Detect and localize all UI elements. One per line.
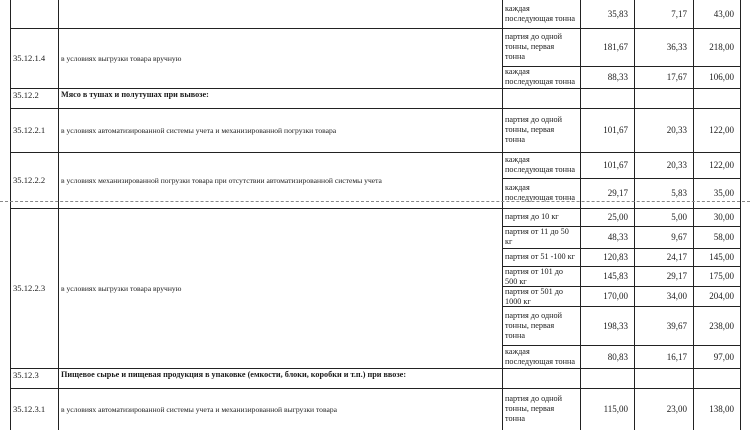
price-value: 101,67 [603,160,628,170]
price-value: 25,00 [607,212,628,222]
price-value: 80,83 [607,351,628,362]
scan-fold-line [0,201,750,202]
row-description: в условиях автоматизированной системы учета и механизированной выгрузки товара [61,405,338,414]
unit-label: партия до одной тонны, первая тонна [505,394,562,423]
price-value: 115,00 [603,404,628,414]
price-value: 198,33 [603,320,628,331]
grid-vline-left [10,0,11,430]
grid-hline [10,388,740,389]
section-heading: Пищевое сырье и пищевая продукция в упаковке (емкости, блоки, коробки и т.п.) при ввозе: [61,370,407,379]
price-value: 88,33 [607,72,628,82]
grid-vline-right [740,0,741,430]
vat-value: 17,67 [666,72,687,82]
unit-label: партия до 10 кг [505,212,559,221]
total-value: 58,00 [713,232,734,242]
price-value: 181,67 [603,42,628,52]
unit-label: каждая последующая тонна [505,4,576,23]
grid-hline [10,28,740,29]
vat-value: 23,00 [666,404,687,414]
unit-label: партия от 51 -100 кг [505,252,576,261]
price-value: 120,83 [603,252,628,262]
section-heading: Мясо в тушах и полутушах при вывозе: [61,90,209,99]
row-code: 35.12.3 [13,370,39,380]
grid-hline [10,152,740,153]
total-value: 106,00 [709,72,734,82]
unit-label: партия до одной тонны, первая тонна [505,310,562,340]
vat-value: 7,17 [671,9,687,19]
grid-hline [502,306,740,307]
price-value: 170,00 [603,291,628,301]
vat-value: 34,00 [666,291,687,301]
total-value: 145,00 [709,252,734,262]
total-value: 238,00 [709,320,734,331]
unit-label: каждая последующая тонна [505,67,576,86]
total-value: 138,00 [709,404,734,414]
row-code: 35.12.2.2 [13,175,46,185]
vat-value: 16,17 [666,351,687,362]
total-value: 35,00 [713,188,734,198]
unit-label: партия до одной тонны, первая тонна [505,115,562,144]
total-value: 30,00 [713,212,734,222]
total-value: 122,00 [709,125,734,135]
row-code: 35.12.2 [13,90,39,100]
row-description: в условиях автоматизированной системы учета и механизированной погрузки товара [61,126,337,135]
unit-label: каждая последующая тонна [505,183,576,202]
unit-label: партия от 101 до 500 кг [505,267,563,285]
grid-vline-c1 [58,0,59,430]
vat-value: 29,17 [666,271,687,281]
vat-value: 24,17 [666,252,687,262]
unit-label: партия до одной тонны, первая тонна [505,32,562,61]
grid-hline [502,248,740,249]
vat-value: 39,67 [666,320,687,331]
row-code: 35.12.3.1 [13,404,46,414]
grid-vline-c2 [502,0,503,430]
price-value: 35,83 [607,9,628,19]
row-code: 35.12.2.1 [13,125,46,135]
price-value: 145,83 [603,271,628,281]
total-value: 43,00 [713,9,734,19]
price-value: 48,33 [607,232,628,242]
grid-hline [10,88,740,89]
vat-value: 5,00 [671,212,687,222]
unit-label: каждая последующая тонна [505,346,576,366]
vat-value: 36,33 [666,42,687,52]
total-value: 122,00 [709,160,734,170]
total-value: 175,00 [709,271,734,281]
vat-value: 5,83 [671,188,687,198]
total-value: 204,00 [709,291,734,301]
vat-value: 20,33 [666,160,687,170]
unit-label: каждая последующая тонна [505,155,576,174]
price-value: 29,17 [607,188,628,198]
total-value: 97,00 [713,351,734,362]
price-value: 101,67 [603,125,628,135]
row-code: 35.12.1.4 [13,53,46,63]
row-description: в условиях механизированной погрузки товара при отсутствии автоматизированной системы учета [61,176,382,185]
grid-hline [10,208,740,209]
vat-value: 9,67 [671,232,687,242]
grid-hline [10,108,740,109]
unit-label: партия от 11 до 50 кг [505,227,569,246]
total-value: 218,00 [709,42,734,52]
row-code: 35.12.2.3 [13,283,46,293]
grid-hline [10,368,740,369]
unit-label: партия от 501 до 1000 кг [505,287,563,305]
row-description: в условиях выгрузки товара вручную [61,54,182,63]
row-description: в условиях выгрузки товара вручную [61,284,182,293]
vat-value: 20,33 [666,125,687,135]
